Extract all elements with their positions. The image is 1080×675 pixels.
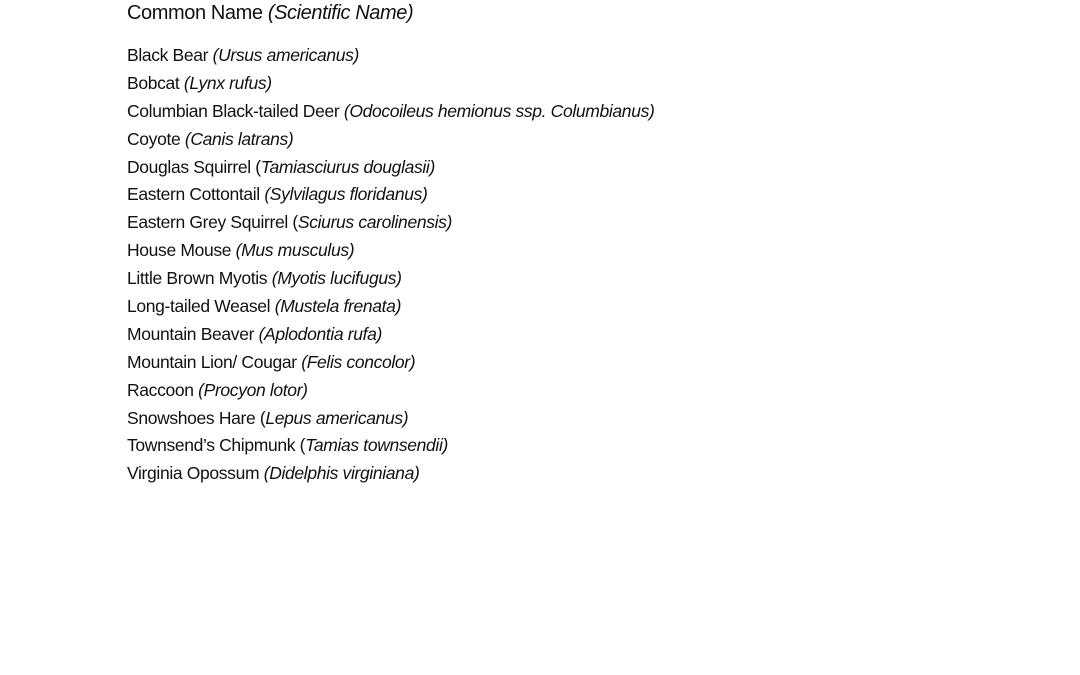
species-scientific-name: (Sylvilagus floridanus) [264, 184, 428, 205]
species-item [127, 181, 654, 209]
species-item [127, 126, 654, 154]
species-list [127, 42, 654, 488]
column-header [127, 0, 413, 26]
species-common-name: Virginia Opossum [127, 463, 260, 484]
species-common-name: Douglas Squirrel [127, 156, 251, 177]
species-item [127, 293, 654, 321]
species-scientific-name: (Lynx rufus) [183, 72, 272, 93]
species-scientific-name: Tamias townsendii) [305, 435, 448, 456]
species-scientific-name: (Myotis lucifugus) [271, 268, 402, 289]
species-common-name: Bobcat [127, 72, 180, 93]
species-item [127, 265, 654, 293]
species-scientific-name: (Aplodontia rufa) [258, 323, 383, 344]
species-item [127, 237, 654, 265]
species-scientific-name: (Procyon lotor) [198, 379, 308, 400]
species-scientific-name: (Mus musculus) [235, 240, 355, 261]
species-common-name: Long-tailed Weasel [127, 296, 271, 317]
species-common-name: Eastern Grey Squirrel [127, 212, 288, 233]
species-common-name: Eastern Cottontail [127, 184, 260, 205]
species-common-name: House Mouse [127, 240, 232, 261]
species-common-name: Snowshoes Hare [127, 407, 256, 428]
species-item [127, 405, 654, 433]
species-scientific-name: (Mustela frenata) [274, 296, 402, 317]
header-common-name: Common Name [127, 2, 263, 24]
header-scientific-name: (Scientific Name) [267, 2, 414, 24]
species-common-name: Little Brown Myotis [127, 268, 268, 289]
species-common-name: Black Bear [127, 45, 209, 65]
species-separator: ( [250, 156, 261, 177]
species-item [127, 154, 654, 182]
species-item [127, 70, 654, 98]
species-common-name: Mountain Lion/ Cougar [127, 351, 297, 372]
species-common-name: Columbian Black-tailed Deer [127, 100, 340, 121]
species-scientific-name: (Ursus americanus) [212, 45, 360, 65]
species-item [127, 349, 654, 377]
species-item [127, 42, 654, 70]
species-separator: ( [295, 435, 306, 456]
species-item [127, 377, 654, 405]
species-scientific-name: (Canis latrans) [184, 128, 294, 149]
species-scientific-name: (Odocoileus hemionus ssp. Columbianus) [343, 100, 655, 121]
species-item [127, 321, 654, 349]
species-item [127, 460, 654, 488]
species-scientific-name: (Didelphis virginiana) [263, 463, 420, 484]
species-scientific-name: Lepus americanus) [265, 407, 409, 428]
species-scientific-name: Tamiasciurus douglasii) [260, 156, 435, 177]
species-separator: ( [255, 407, 266, 428]
species-common-name: Mountain Beaver [127, 323, 255, 344]
species-item [127, 209, 654, 237]
species-item [127, 98, 654, 126]
species-separator: ( [287, 212, 298, 233]
species-scientific-name: Sciurus carolinensis) [297, 212, 453, 233]
species-item [127, 432, 654, 460]
species-scientific-name: (Felis concolor) [301, 351, 416, 372]
species-common-name: Coyote [127, 128, 181, 149]
species-common-name: Raccoon [127, 379, 194, 400]
species-common-name: Townsend’s Chipmunk [127, 435, 296, 456]
